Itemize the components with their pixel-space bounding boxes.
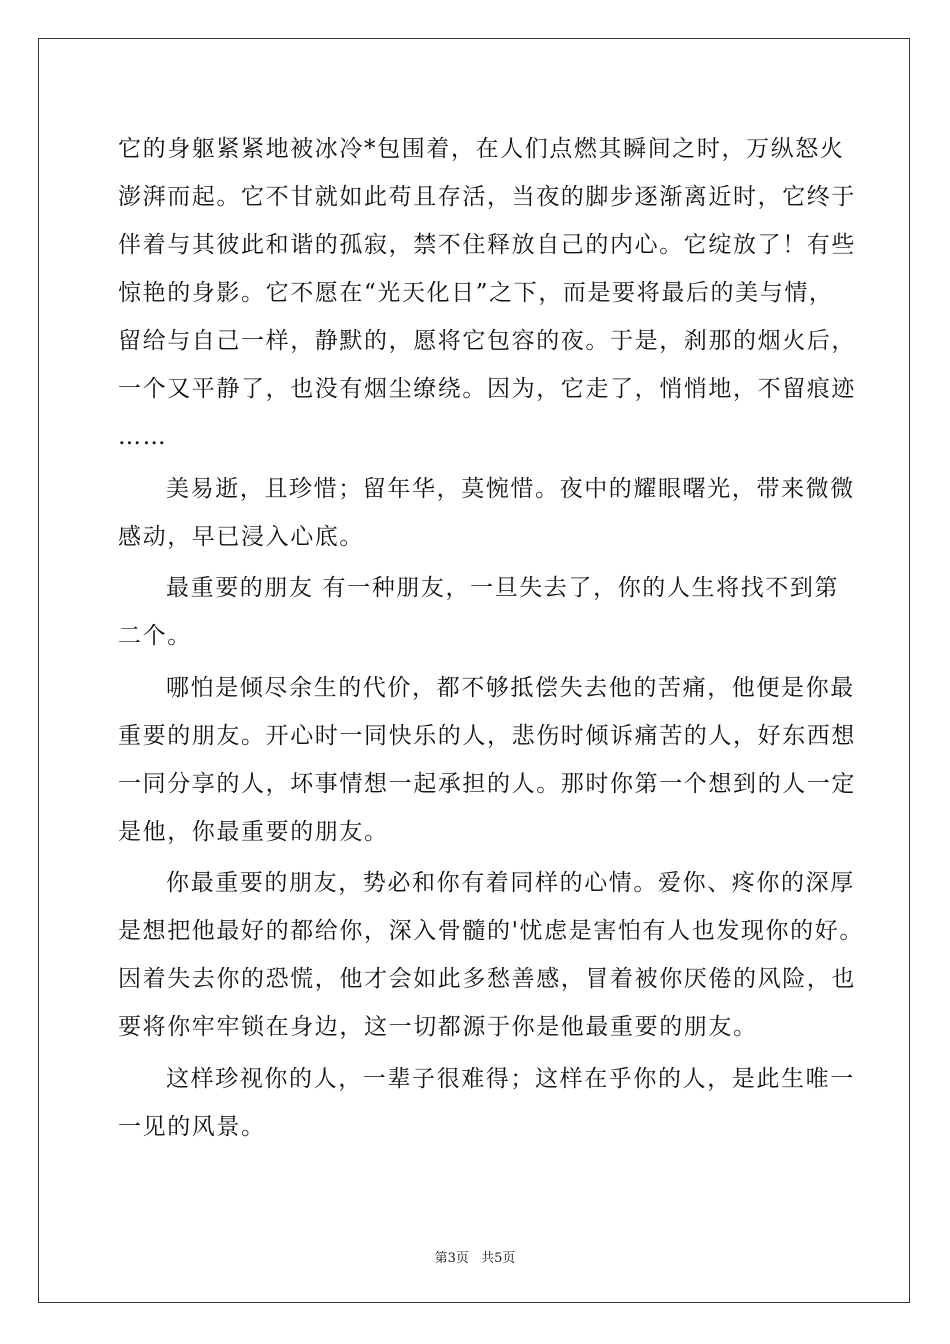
text-line: 感动，早已浸入心底。 [118, 523, 364, 550]
text-line: 美易逝，且珍惜；留年华，莫惋惜。夜中的耀眼曙光，带来微微 [166, 475, 855, 502]
page-number: 第3页 [434, 1251, 469, 1266]
text-line: 留给与自己一样，静默的，愿将它包容的夜。于是，刹那的烟火后， [118, 328, 856, 354]
text-line: 要将你牢牢锁在身边，这一切都源于你是他最重要的朋友。 [118, 1014, 758, 1040]
text-line: 澎湃而起。它不甘就如此苟且存活，当夜的脚步逐渐离近时，它终于 [118, 184, 856, 210]
text-line: …… [118, 424, 168, 450]
text-line: 因着失去你的恐慌，他才会如此多愁善感，冒着被你厌倦的风险，也 [118, 966, 856, 992]
text-line: 伴着与其彼此和谐的孤寂，禁不住释放自己的内心。它绽放了！有些 [118, 232, 856, 258]
text-line: 二个。 [118, 623, 192, 649]
page-total: 共5页 [481, 1251, 516, 1266]
text-line: 一同分享的人，坏事情想一起承担的人。那时你第一个想到的人一定 [118, 770, 856, 797]
text-line: 重要的朋友。开心时一同快乐的人，悲伤时倾诉痛苦的人，好东西想 [118, 722, 856, 749]
text-line: 哪怕是倾尽余生的代价，都不够抵偿失去他的苦痛，他便是你最 [166, 674, 855, 701]
text-line: 最重要的朋友 有一种朋友，一旦失去了，你的人生将找不到第 [166, 575, 840, 601]
text-line: 你最重要的朋友，势必和你有着同样的心情。爱你、疼你的深厚 [166, 870, 855, 896]
text-line: 它的身躯紧紧地被冰冷*包围着，在人们点燃其瞬间之时，万纵怒火 [118, 136, 845, 162]
text-line: 这样珍视你的人，一辈子很难得；这样在乎你的人，是此生唯一 [166, 1065, 855, 1092]
page-footer [0, 1247, 950, 1266]
text-line: 是他，你最重要的朋友。 [118, 818, 389, 845]
text-line: 一见的风景。 [118, 1113, 266, 1140]
text-line: 是想把他最好的都给你，深入骨髓的'忧虑是害怕有人也发现你的好。 [118, 918, 864, 944]
text-line: 惊艳的身影。它不愿在“光天化日”之下，而是要将最后的美与情， [118, 280, 834, 306]
document-body [118, 125, 864, 1151]
text-line: 一个又平静了，也没有烟尘缭绕。因为，它走了，悄悄地，不留痕迹 [118, 376, 856, 402]
